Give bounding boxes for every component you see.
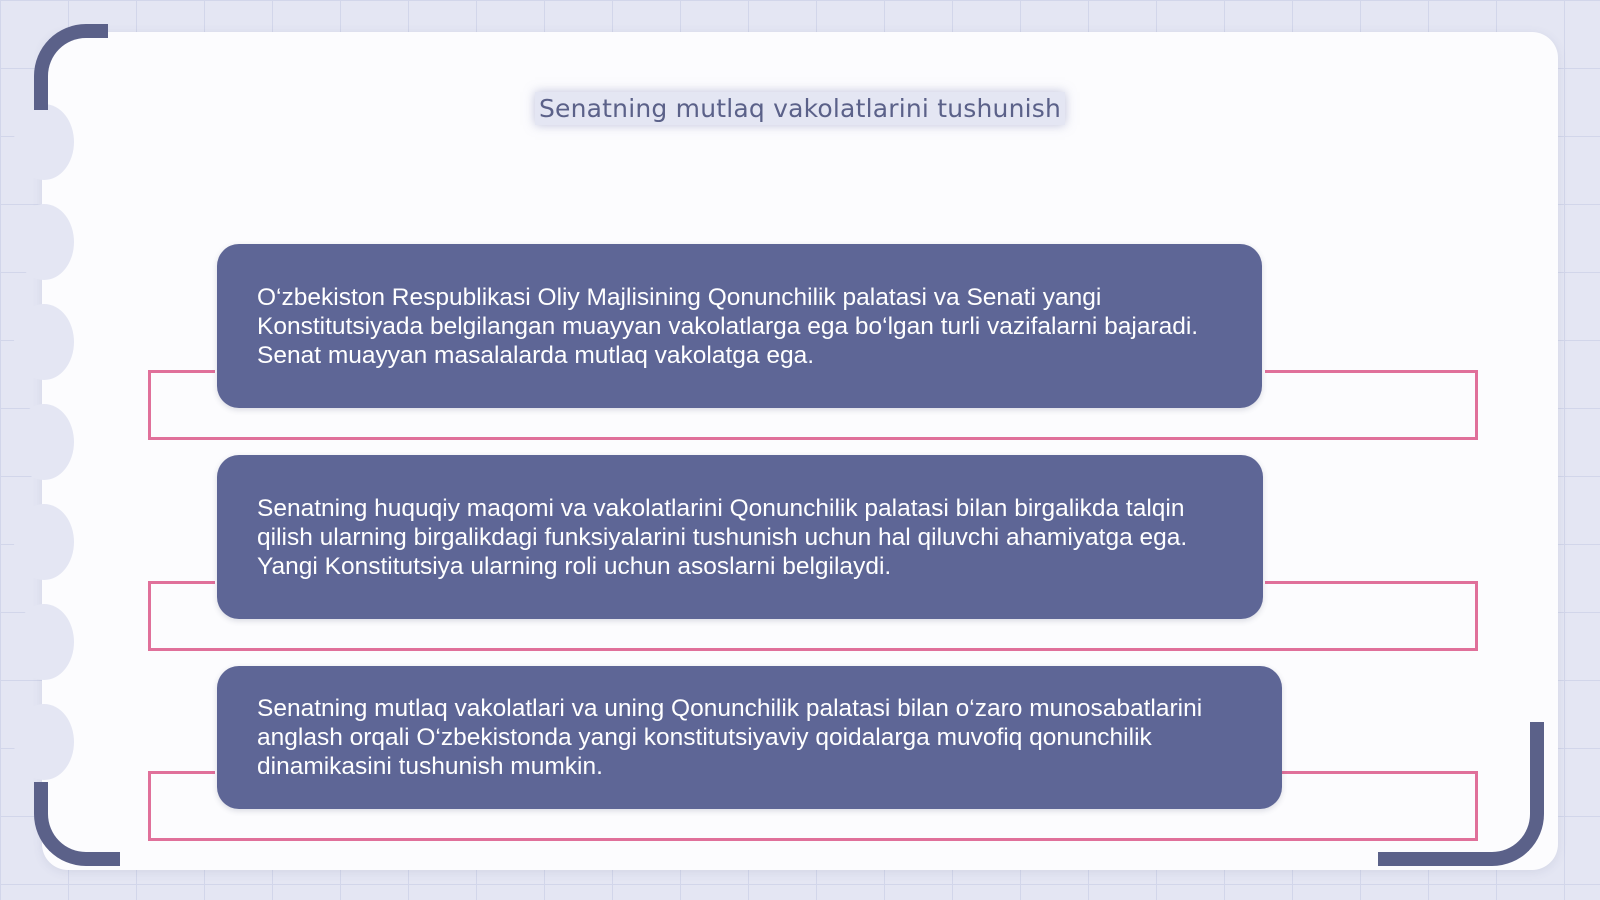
slide-title [0, 94, 1600, 123]
binder-notch [14, 204, 74, 280]
binder-notch [14, 404, 74, 480]
accent-bracket-right [1265, 581, 1475, 584]
slide-title-text: Senatning mutlaq vakolatlarini tushunish [535, 92, 1065, 125]
text-card-body: O‘zbekiston Respublikasi Oliy Majlisining Qonunchilik palatasi va Senati yangi Konstitutsiyada belgilangan muayyan vakolatlarga ega bo‘lgan turli vazifalarni bajaradi. Senat muayyan masalalarda mutlaq vakolatga ega. [257, 283, 1199, 369]
accent-bracket-left [151, 370, 215, 373]
binder-notch [14, 704, 74, 780]
text-card-body: Senatning mutlaq vakolatlari va uning Qonunchilik palatasi bilan o‘zaro munosabatlarini anglash orqali O‘zbekistonda yangi konstitutsiyaviy qoidalarga muvofiq qonunchilik dinamikasini tushunish mumkin. [257, 695, 1203, 780]
accent-bracket-left [151, 771, 215, 774]
text-card [217, 455, 1263, 619]
binder-notch [14, 304, 74, 380]
text-card-body: Senatning huquqiy maqomi va vakolatlarini Qonunchilik palatasi bilan birgalikda talqin qilish ularning birgalikdagi funksiyalarini tushunish uchun hal qiluvchi ahamiyatga ega. Yangi Konstitutsiya ularning roli uchun asoslarni belgilaydi. [257, 494, 1188, 580]
binder-notch [14, 604, 74, 680]
accent-bracket-right [1265, 771, 1475, 774]
text-card [217, 244, 1262, 408]
accent-bracket-right [1265, 370, 1475, 373]
text-card [217, 666, 1282, 809]
binder-notch [14, 504, 74, 580]
accent-bracket-left [151, 581, 215, 584]
